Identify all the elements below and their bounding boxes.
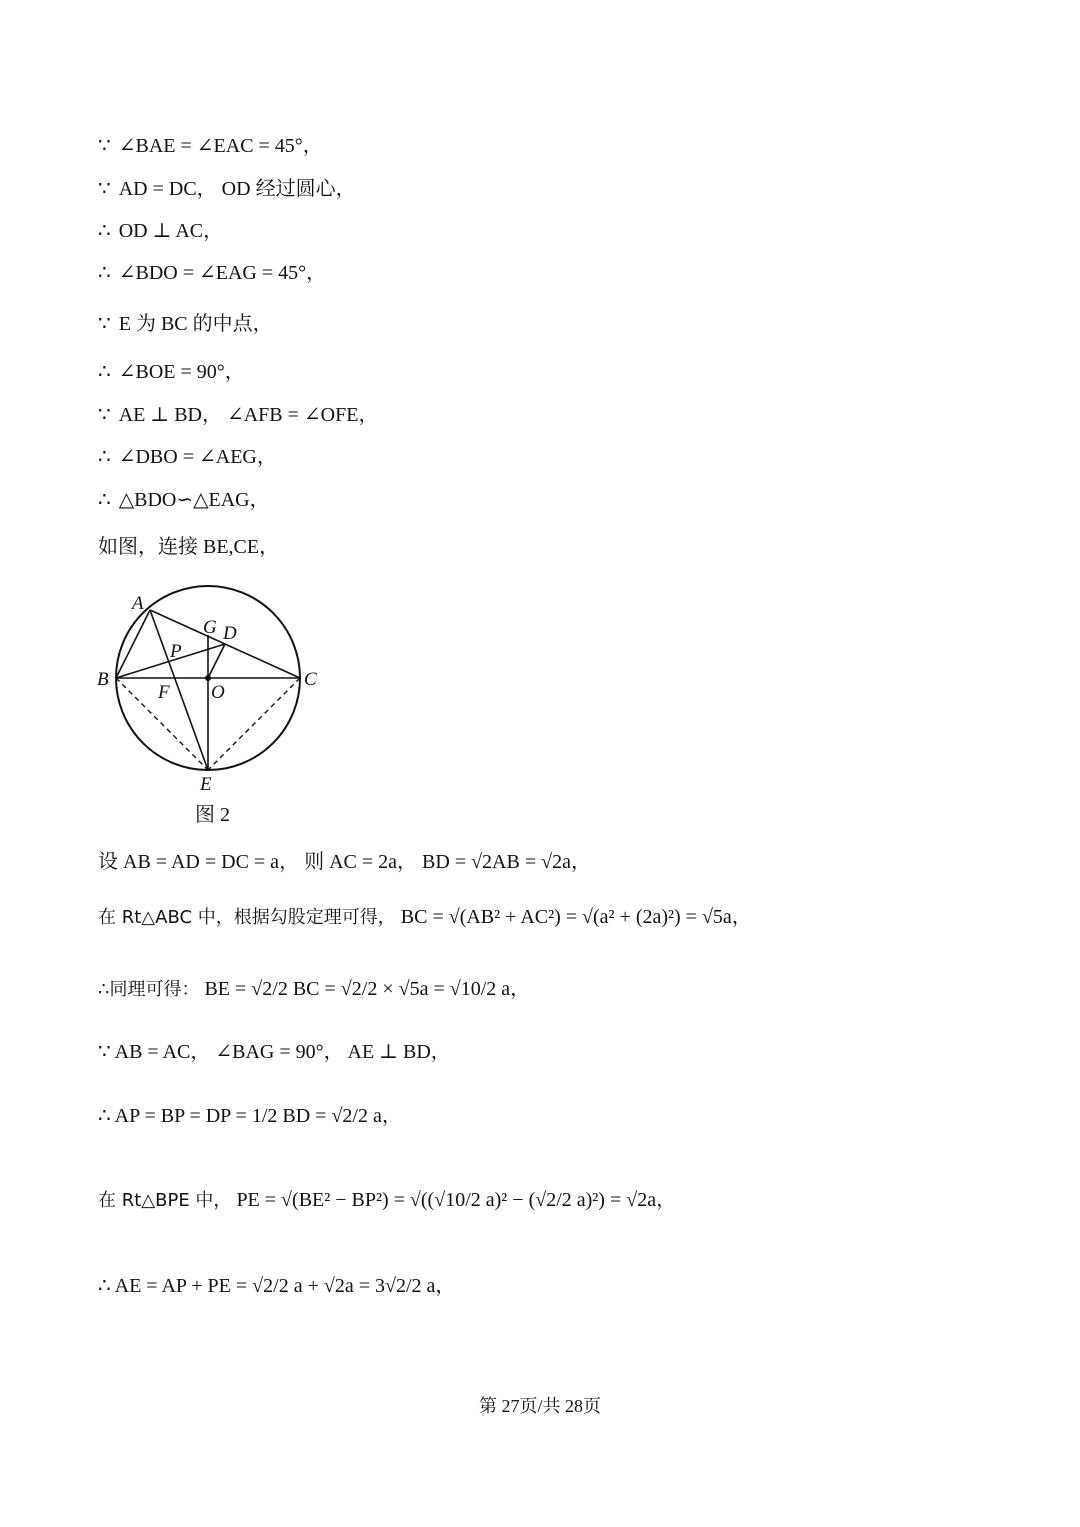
proof-line-2 [98, 174, 356, 203]
equation-prefix: ∴同理可得： [98, 979, 200, 1000]
equation-prefix: 在 Rt△ABC 中，根据勾股定理可得， [98, 907, 396, 928]
equation-text: ∴ AE = AP + PE = √2/2 a + √2a = 3√2/2 a， [98, 1275, 456, 1297]
page-footer: 第 27页/共 28页 [478, 1396, 601, 1416]
because-symbol: ∵ [98, 133, 111, 157]
equation-prefix: 在 Rt△BPE 中， [98, 1190, 232, 1211]
proof-text: ∠BOE = 90°， [118, 361, 245, 383]
equation-line-4 [98, 1038, 451, 1066]
therefore-symbol: ∴ [98, 444, 111, 468]
proof-text: ∠BAE = ∠EAC = 45°， [118, 135, 323, 157]
label-d: D [223, 623, 237, 644]
therefore-symbol: ∴ [98, 359, 111, 383]
proof-line-8 [98, 442, 277, 471]
proof-text: OD ⊥ AC， [118, 220, 224, 242]
proof-text: E 为 BC 的中点， [118, 313, 273, 335]
therefore-symbol: ∴ [98, 260, 111, 284]
equation-math: BC = √(AB² + AC²) = √(a² + (2a)²) = √5a， [400, 906, 752, 928]
figure-caption: 图 2 [195, 804, 230, 826]
label-f: F [158, 682, 170, 703]
because-symbol: ∵ [98, 176, 111, 200]
label-e: E [200, 774, 212, 795]
center-point [205, 675, 211, 681]
equation-line-3 [98, 975, 530, 1004]
equation-line-7 [98, 1272, 455, 1300]
proof-line-10 [98, 533, 279, 561]
proof-line-4 [98, 258, 326, 287]
equation-text: 设 AB = AD = DC = a， 则 AC = 2a， BD = √2AB = √2a， [98, 851, 591, 873]
proof-text: ∠BDO = ∠EAG = 45°， [118, 262, 327, 284]
label-a: A [132, 593, 144, 614]
label-o: O [211, 682, 225, 703]
label-g: G [203, 617, 217, 638]
equation-math: PE = √(BE² − BP²) = √((√10/2 a)² − (√2/2 a)²) = √2a， [236, 1189, 677, 1211]
proof-text: AD = DC， OD 经过圆心， [118, 178, 356, 200]
proof-line-5 [98, 309, 273, 338]
label-p: P [170, 641, 182, 662]
equation-text: ∵ AB = AC， ∠BAG = 90°， AE ⊥ BD， [98, 1041, 451, 1063]
proof-text: ∠DBO = ∠AEG， [118, 446, 277, 468]
proof-line-9 [98, 485, 270, 514]
equation-line-2 [98, 903, 752, 932]
equation-math: BE = √2/2 BC = √2/2 × √5a = √10/2 a， [204, 978, 531, 1000]
label-c: C [304, 669, 317, 690]
equation-text: ∴ AP = BP = DP = 1/2 BD = √2/2 a， [98, 1105, 402, 1127]
label-b: B [97, 669, 109, 690]
equation-line-6 [98, 1186, 676, 1215]
proof-line-3 [98, 216, 223, 245]
because-symbol: ∵ [98, 402, 111, 426]
segment-ab [116, 610, 150, 678]
therefore-symbol: ∴ [98, 487, 111, 511]
equation-line-1 [98, 848, 591, 876]
geometry-figure [90, 585, 330, 800]
proof-text: AE ⊥ BD， ∠AFB = ∠OFE， [118, 404, 379, 426]
because-symbol: ∵ [98, 311, 111, 335]
proof-line-7 [98, 400, 378, 429]
proof-line-6 [98, 357, 245, 386]
proof-line-1 [98, 131, 323, 160]
proof-text: △BDO∽△EAG， [118, 489, 270, 511]
proof-text: 如图，连接 BE,CE， [98, 536, 280, 558]
equation-line-5 [98, 1102, 402, 1130]
therefore-symbol: ∴ [98, 218, 111, 242]
